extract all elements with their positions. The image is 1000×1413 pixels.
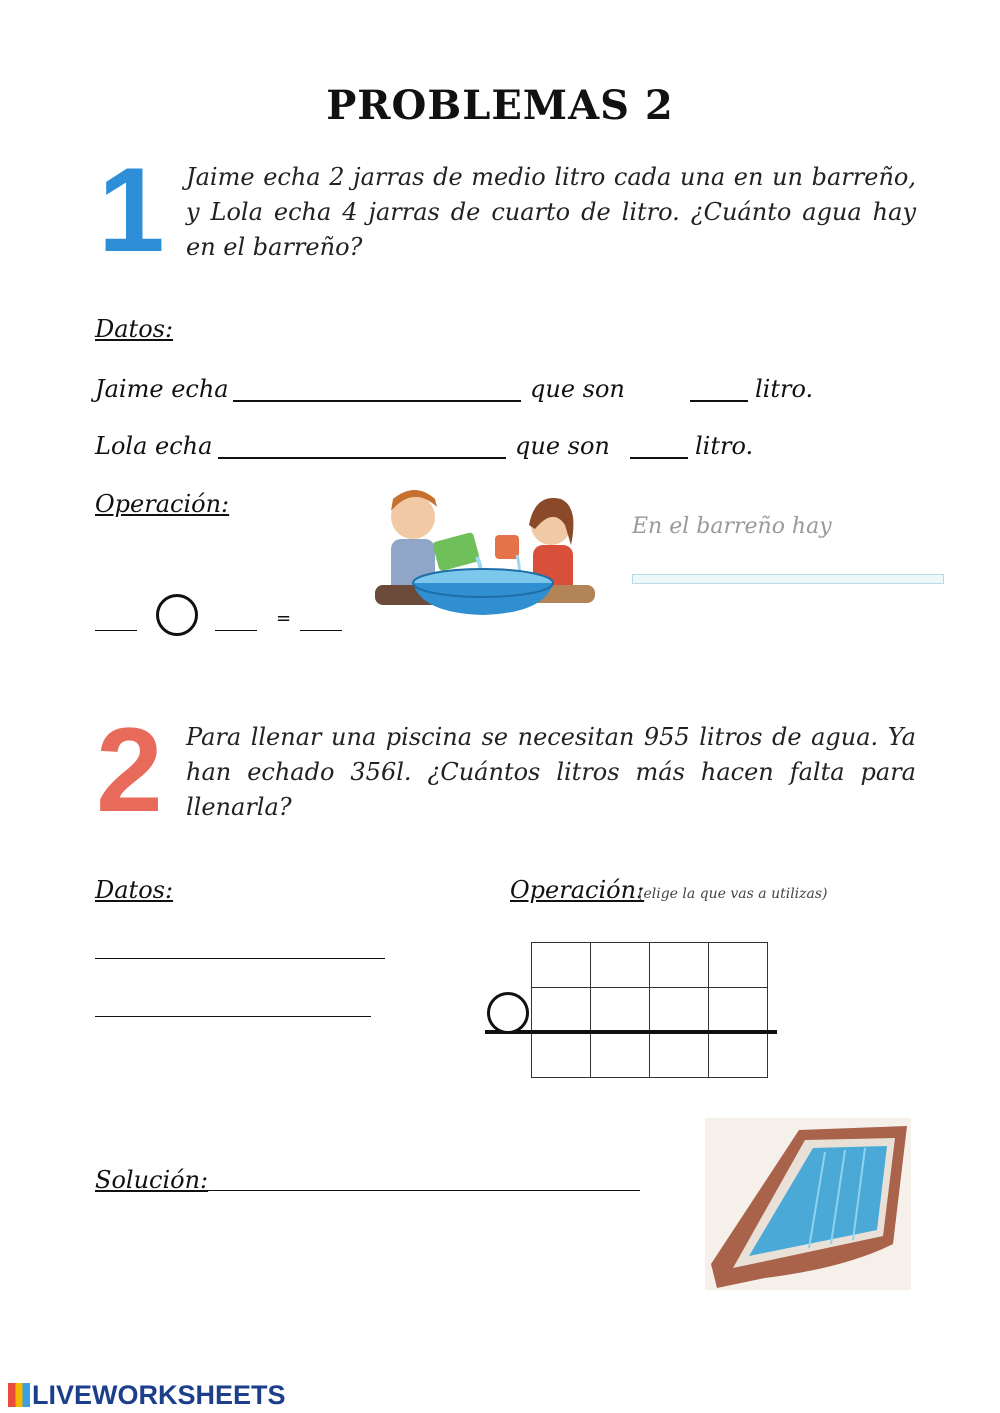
logo-text: LIVEWORKSHEETS (32, 1380, 286, 1410)
answer-placeholder-label: En el barreño hay (632, 514, 832, 539)
lola-quantity-input[interactable] (218, 457, 506, 459)
problem-2-operacion-label: Operación: (510, 876, 645, 904)
problem-2-text: Para llenar una piscina se necesitan 955 litros de agua. Ya han echado 356l. ¿Cuántos litros más hacen falta para llenarla? (186, 723, 916, 821)
jaime-label: Jaime echa (95, 375, 229, 403)
grid-cell[interactable] (532, 988, 591, 1033)
operacion-hint: (elige la que vas a utilizas) (638, 886, 828, 902)
solucion-label: Solución: (95, 1166, 209, 1194)
datos-input-1[interactable] (95, 958, 385, 959)
operand-1-input[interactable] (95, 630, 137, 631)
answer-input[interactable] (632, 574, 944, 584)
grid-cell[interactable] (650, 988, 709, 1033)
problem-1-text: Jaime echa 2 jarras de medio litro cada una en un barreño, y Lola echa 4 jarras de cuarto de litro. ¿Cuánto agua hay en el barreño? (186, 163, 916, 261)
datos-input-2[interactable] (95, 1016, 371, 1017)
grid-cell[interactable] (650, 1033, 709, 1078)
operator-circle[interactable] (156, 594, 198, 636)
jaime-que-son-label: que son (530, 375, 625, 403)
grid-cell[interactable] (591, 988, 650, 1033)
problem-1-operacion-label: Operación: (95, 490, 230, 518)
grid-cell[interactable] (709, 943, 768, 988)
lola-que-son-label: que son (515, 432, 610, 460)
grid-cell[interactable] (591, 1033, 650, 1078)
jaime-litros-input[interactable] (690, 400, 748, 402)
logo-icon (8, 1383, 30, 1407)
operation-grid (531, 942, 768, 1078)
operation-result-bar (485, 1030, 777, 1034)
lola-litro-label: litro. (695, 432, 754, 460)
liveworksheets-logo (8, 1380, 286, 1411)
pool-illustration (705, 1118, 911, 1290)
grid-cell[interactable] (650, 943, 709, 988)
grid-cell[interactable] (532, 1033, 591, 1078)
jaime-litro-label: litro. (755, 375, 814, 403)
problem-1-datos-label: Datos: (95, 315, 174, 343)
grid-cell[interactable] (591, 943, 650, 988)
problem-1-number: 1 (98, 143, 165, 277)
problem-2-number: 2 (96, 703, 163, 837)
kids-tub-illustration (365, 485, 610, 630)
problem-2-datos-label: Datos: (95, 876, 174, 904)
grid-cell[interactable] (532, 943, 591, 988)
grid-cell[interactable] (709, 988, 768, 1033)
equals-sign: = (276, 608, 292, 629)
jaime-quantity-input[interactable] (233, 400, 521, 402)
grid-cell[interactable] (709, 1033, 768, 1078)
lola-litros-input[interactable] (630, 457, 688, 459)
operation-sign-circle[interactable] (487, 992, 529, 1034)
page-title: PROBLEMAS 2 (326, 82, 674, 129)
solucion-input[interactable] (205, 1190, 640, 1191)
result-input[interactable] (300, 630, 342, 631)
lola-label: Lola echa (95, 432, 213, 460)
operand-2-input[interactable] (215, 630, 257, 631)
